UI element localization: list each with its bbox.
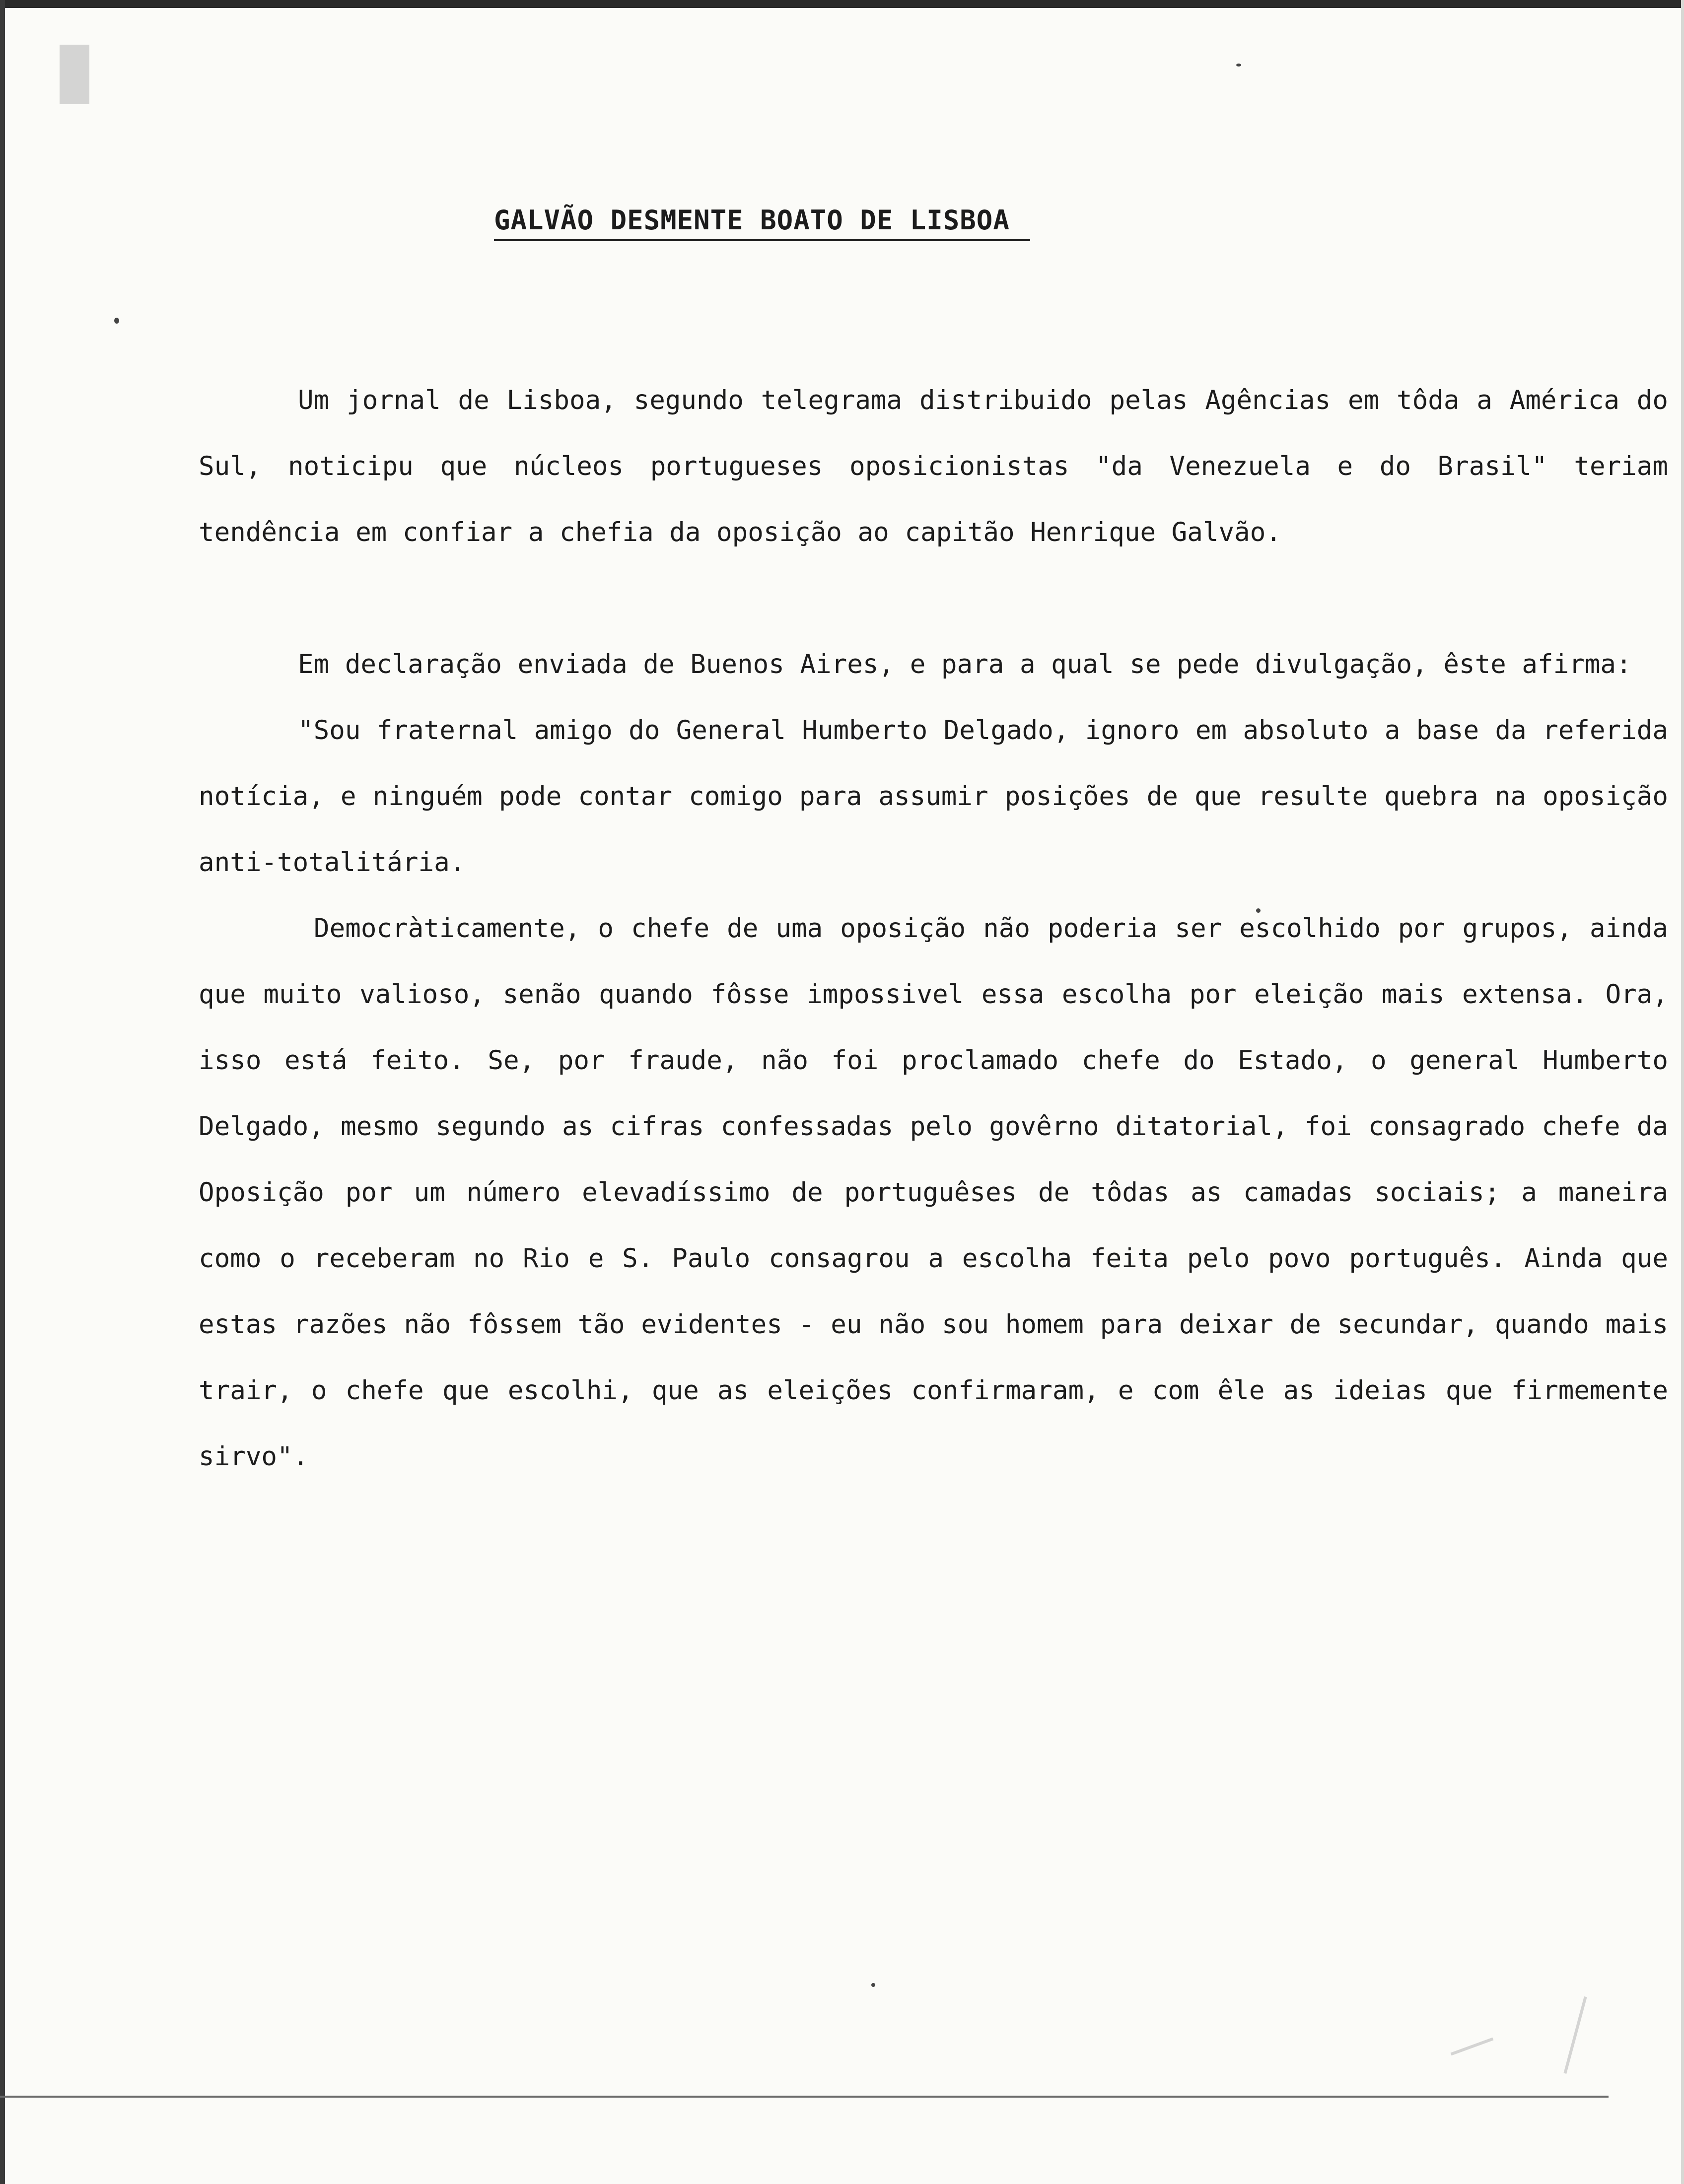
scan-smudge <box>60 45 89 104</box>
scan-speck <box>1236 64 1241 67</box>
paragraph-intro: Um jornal de Lisboa, segundo telegrama distribuido pelas Agências em tôda a América do Sul, noticipu que núcleos portugueses oposicionistas "da Venezuela e do Brasil" teriam tendência em confiar a chefia da oposição ao capitão Henrique Galvão. <box>199 385 1668 547</box>
paragraph-declaration: Em declaração enviada de Buenos Aires, e para a qual se pede divulgação, êste afirma: <box>298 649 1632 680</box>
scan-speck <box>114 318 119 324</box>
paragraph-quote-body: Democràticamente, o chefe de uma oposição não poderia ser escolhido por grupos, ainda que muito valioso, senão quando fôsse impossivel essa escolha por eleição mais extensa. Ora, isso está feito. Se, por fraude, não foi proclamado chefe do Estado, o general Humberto Delgado, mesmo segundo as cifras confessadas pelo govêrno ditatorial, foi consagrado chefe da Oposição por um número elevadíssimo de portuguêses de tôdas as camadas sociais; a maneira como o receberam no Rio e S. Paulo consagrou a escolha feita pelo povo português. Ainda que estas razões não fôssem tão evidentes - eu não sou homem para deixar de secundar, quando mais trair, o chefe que escolhi, que as eleições confirmaram, e com êle as ideias que firmemente sirvo". <box>199 913 1668 1472</box>
page-title: GALVÃO DESMENTE BOATO DE LISBOA <box>494 205 1030 241</box>
bottom-rule <box>0 2096 1609 2098</box>
page-top-edge <box>0 0 1684 8</box>
document-body <box>199 367 1668 1490</box>
scan-smudge <box>1451 2038 1494 2055</box>
page-right-edge <box>1681 0 1684 2184</box>
scan-speck <box>871 1983 875 1987</box>
page-left-edge <box>0 0 5 2184</box>
paragraph-quote-start: "Sou fraternal amigo do General Humberto Delgado, ignoro em absoluto a base da referida notícia, e ninguém pode contar comigo para assumir posições de que resulte quebra na oposição anti-totalitária. <box>199 715 1668 878</box>
scan-speck <box>1256 908 1261 913</box>
scan-smudge <box>1563 1996 1587 2074</box>
